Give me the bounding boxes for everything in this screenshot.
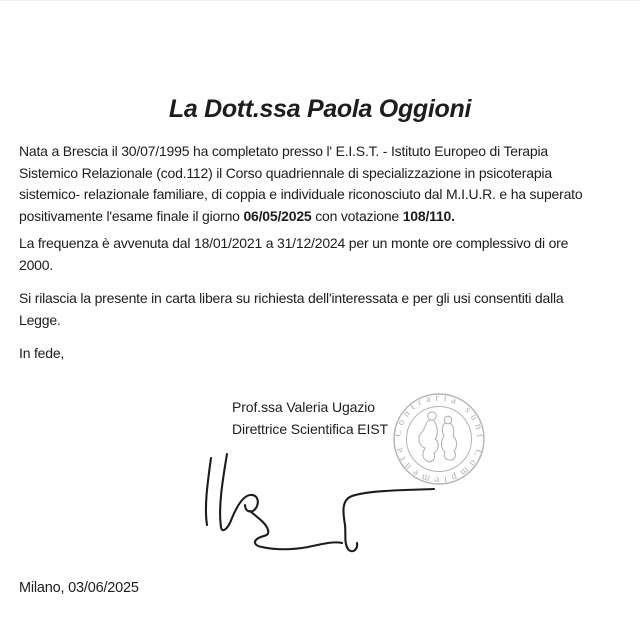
paragraph-issuance [19, 288, 564, 331]
paragraph-line: sistemico- relazionale familiare, di coppia e individuale riconosciuto dal M.I.U.R. e ha superato [19, 186, 583, 202]
exam-sentence-middle: con votazione [311, 207, 403, 224]
paragraph-attendance [19, 233, 568, 276]
paragraph-line: La frequenza è avvenuta dal 18/01/2021 a 31/12/2024 per un monte ore complessivo di ore [19, 235, 569, 251]
paragraph-line: Nata a Brescia il 30/07/1995 ha completato presso l' E.I.S.T. - Istituto Europeo di Terapia [19, 143, 548, 159]
paragraph-line: Si rilascia la presente in carta libera su richiesta dell'interessata e per gli usi consentiti dalla [19, 290, 564, 306]
seal-motto: Contraria sunt Complementa [392, 392, 486, 486]
paragraph-line: Legge. [19, 311, 61, 328]
signer-block [232, 396, 388, 440]
paragraph-course-completion [19, 141, 582, 227]
place-and-date: Milano, 03/06/2025 [19, 580, 139, 596]
paragraph-line: 2000. [19, 256, 54, 273]
paragraph-line [19, 206, 582, 228]
signer-name: Prof.ssa Valeria Ugazio [232, 399, 375, 415]
page-title: La Dott.ssa Paola Oggioni [168, 95, 472, 123]
signer-role: Direttrice Scientifica EIST [232, 421, 389, 437]
salutation: In fede, [19, 345, 65, 361]
exam-date: 06/05/2025 [243, 207, 312, 224]
exam-sentence-start: positivamente l'esame finale il giorno [19, 207, 244, 224]
exam-grade: 108/110. [402, 207, 455, 224]
paragraph-line: Sistemico Relazionale (cod.112) il Corso quadriennale di specializzazione in psicoterapia [19, 164, 552, 181]
handwritten-signature [183, 438, 443, 568]
